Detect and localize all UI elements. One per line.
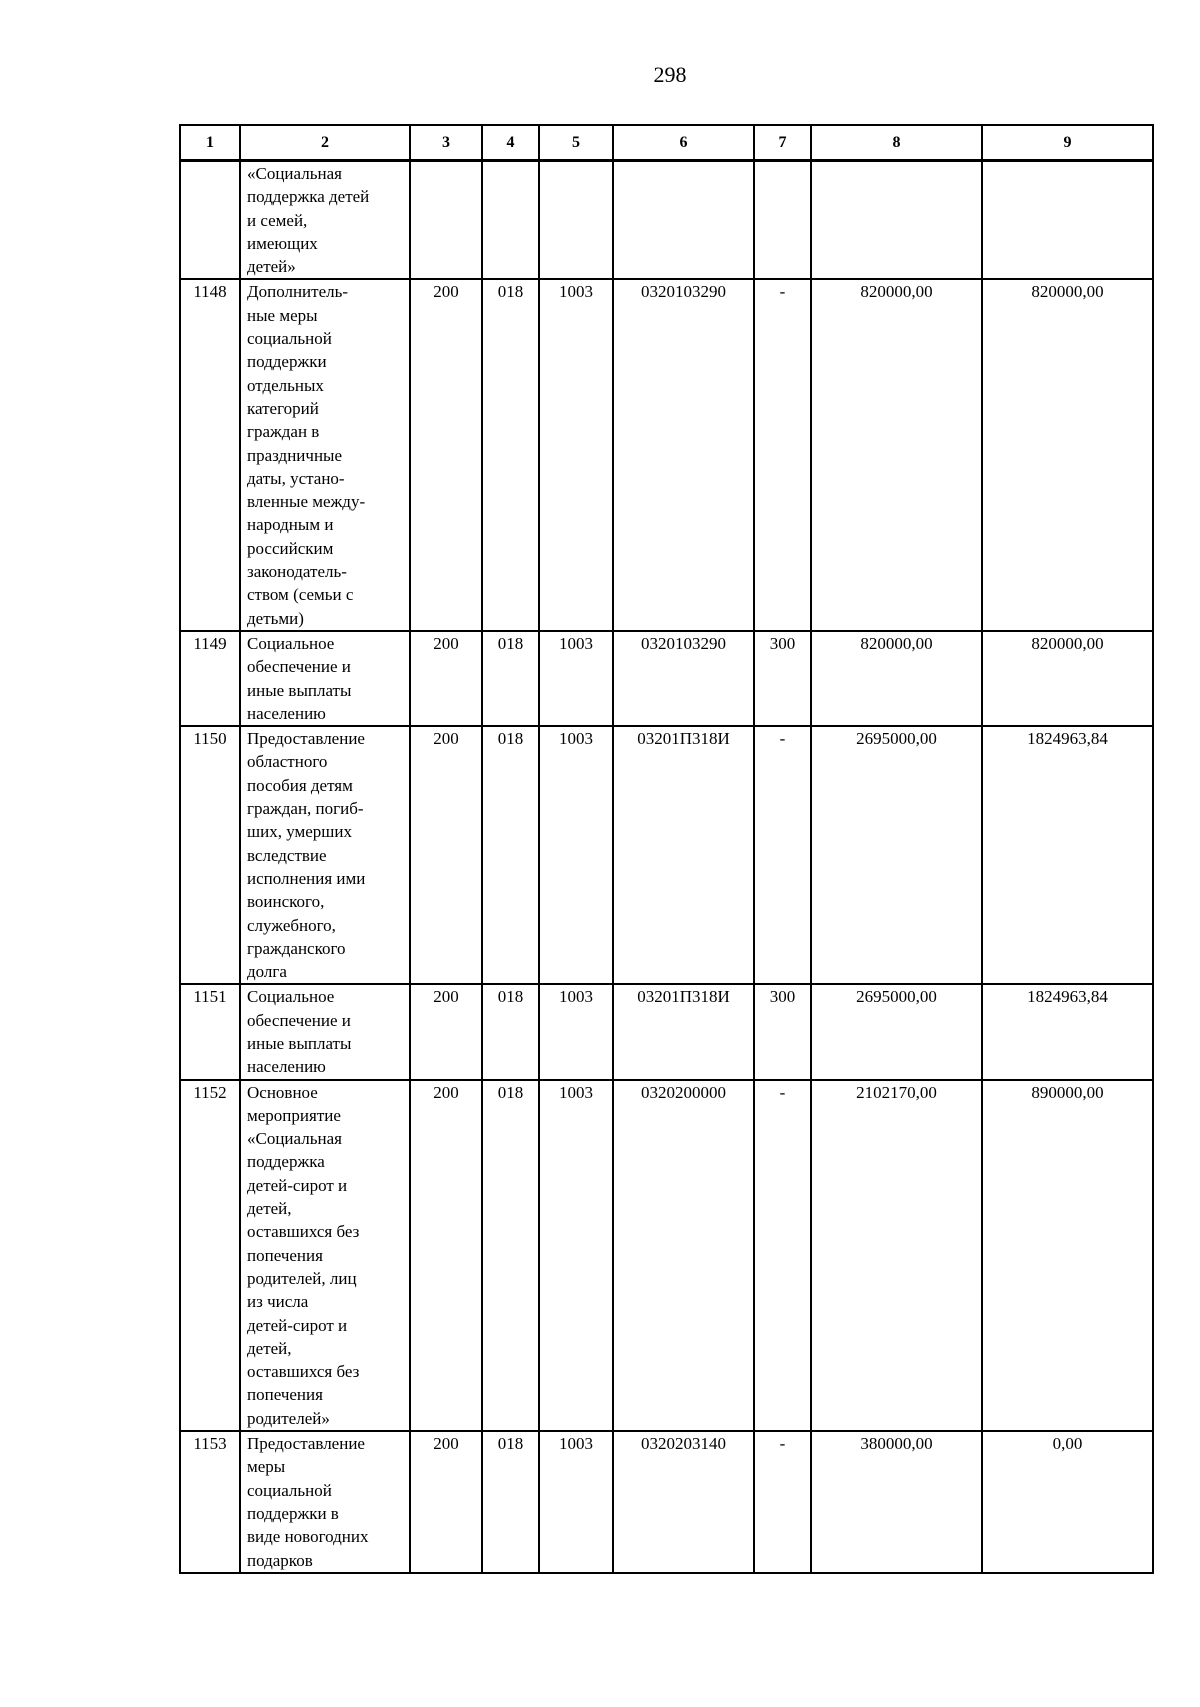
cell-col7: 300 — [754, 631, 811, 726]
header-row — [180, 125, 1153, 161]
row-name — [240, 984, 410, 1079]
cell-col9: 890000,00 — [982, 1080, 1153, 1431]
row-name-text: Социальное обеспечение и иные выплаты населению — [247, 633, 352, 723]
budget-table — [179, 124, 1154, 1574]
table-row — [180, 984, 1153, 1079]
column-header: 4 — [482, 125, 539, 161]
cell-col9: 1824963,84 — [982, 984, 1153, 1079]
row-name — [240, 161, 410, 280]
page-number: 298 — [653, 62, 687, 87]
cell-col8: 2102170,00 — [811, 1080, 982, 1431]
cell-col8: 380000,00 — [811, 1431, 982, 1573]
cell-col8 — [811, 161, 982, 280]
cell-col5: 1003 — [539, 984, 613, 1079]
column-header: 3 — [410, 125, 482, 161]
row-number: 1152 — [180, 1080, 240, 1431]
cell-col7: - — [754, 726, 811, 984]
table-row — [180, 161, 1153, 280]
column-header: 8 — [811, 125, 982, 161]
cell-col5: 1003 — [539, 1080, 613, 1431]
row-number: 1149 — [180, 631, 240, 726]
cell-col9: 820000,00 — [982, 279, 1153, 630]
cell-col3: 200 — [410, 726, 482, 984]
cell-col5: 1003 — [539, 279, 613, 630]
cell-col8: 2695000,00 — [811, 984, 982, 1079]
cell-col4: 018 — [482, 1080, 539, 1431]
table-row — [180, 631, 1153, 726]
cell-col3 — [410, 161, 482, 280]
cell-col5: 1003 — [539, 1431, 613, 1573]
cell-col6: 03201П318И — [613, 726, 754, 984]
cell-col9: 0,00 — [982, 1431, 1153, 1573]
cell-col3: 200 — [410, 631, 482, 726]
cell-col9 — [982, 161, 1153, 280]
cell-col5 — [539, 161, 613, 280]
cell-col7: - — [754, 1431, 811, 1573]
row-name-text: Предоставление меры социальной поддержки в виде новогодних подарков — [247, 1434, 369, 1570]
cell-col4 — [482, 161, 539, 280]
column-header: 7 — [754, 125, 811, 161]
cell-col9: 1824963,84 — [982, 726, 1153, 984]
cell-col6 — [613, 161, 754, 280]
row-name — [240, 726, 410, 984]
row-name-text: «Социальная поддержка детей и семей, имеющих детей» — [247, 164, 370, 277]
row-number: 1150 — [180, 726, 240, 984]
cell-col8: 2695000,00 — [811, 726, 982, 984]
cell-col5: 1003 — [539, 631, 613, 726]
cell-col6: 0320103290 — [613, 279, 754, 630]
cell-col6: 0320200000 — [613, 1080, 754, 1431]
cell-col8: 820000,00 — [811, 631, 982, 726]
column-header: 9 — [982, 125, 1153, 161]
cell-col5: 1003 — [539, 726, 613, 984]
row-name — [240, 1431, 410, 1573]
cell-col3: 200 — [410, 984, 482, 1079]
row-name — [240, 279, 410, 630]
row-number: 1148 — [180, 279, 240, 630]
row-name-text: Социальное обеспечение и иные выплаты населению — [247, 987, 352, 1077]
cell-col4: 018 — [482, 984, 539, 1079]
cell-col9: 820000,00 — [982, 631, 1153, 726]
cell-col6: 03201П318И — [613, 984, 754, 1079]
row-name-text: Основное мероприятие «Социальная поддержка детей-сирот и детей, оставшихся без попечения родителей, лиц из числа детей-сирот и детей, оставшихся без попечения родителей» — [247, 1082, 360, 1428]
column-header: 1 — [180, 125, 240, 161]
table-row — [180, 726, 1153, 984]
cell-col7: - — [754, 279, 811, 630]
row-name — [240, 631, 410, 726]
cell-col6: 0320203140 — [613, 1431, 754, 1573]
cell-col3: 200 — [410, 1431, 482, 1573]
row-number — [180, 161, 240, 280]
cell-col7: 300 — [754, 984, 811, 1079]
cell-col4: 018 — [482, 726, 539, 984]
cell-col6: 0320103290 — [613, 631, 754, 726]
table-row — [180, 1431, 1153, 1573]
row-number: 1153 — [180, 1431, 240, 1573]
cell-col8: 820000,00 — [811, 279, 982, 630]
row-name-text: Дополнитель- ные меры социальной поддержки отдельных категорий граждан в праздничные даты, устано- вленные между- народным и российским законодатель- ством (семьи с детьми) — [247, 282, 366, 628]
column-header: 2 — [240, 125, 410, 161]
row-name — [240, 1080, 410, 1431]
table-row — [180, 279, 1153, 630]
cell-col4: 018 — [482, 1431, 539, 1573]
column-header: 5 — [539, 125, 613, 161]
cell-col3: 200 — [410, 279, 482, 630]
row-number: 1151 — [180, 984, 240, 1079]
cell-col3: 200 — [410, 1080, 482, 1431]
table-row — [180, 1080, 1153, 1431]
cell-col4: 018 — [482, 279, 539, 630]
cell-col4: 018 — [482, 631, 539, 726]
cell-col7 — [754, 161, 811, 280]
column-header: 6 — [613, 125, 754, 161]
cell-col7: - — [754, 1080, 811, 1431]
row-name-text: Предоставление областного пособия детям граждан, погиб- ших, умерших вследствие исполнения ими воинского, служебного, гражданского долга — [247, 729, 366, 982]
